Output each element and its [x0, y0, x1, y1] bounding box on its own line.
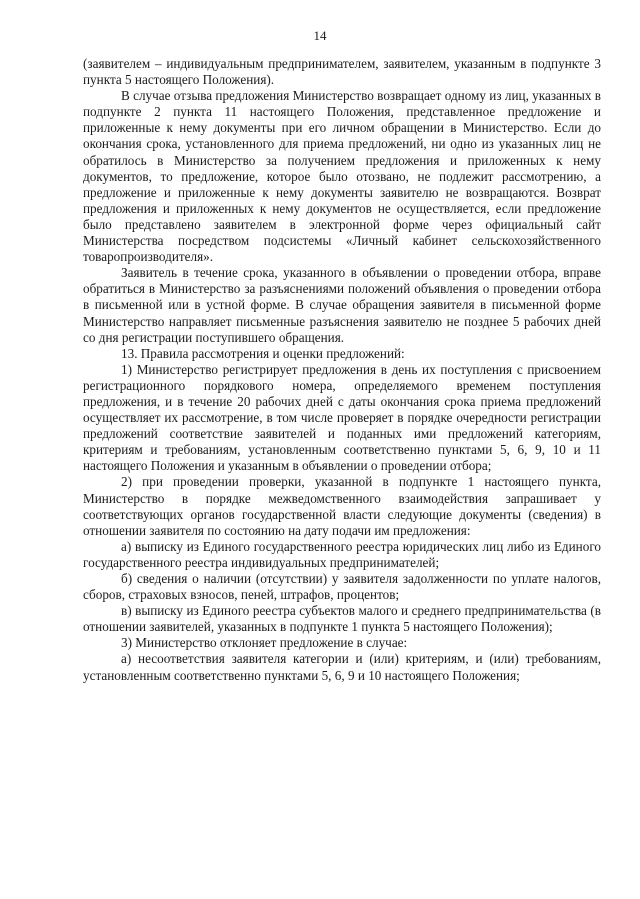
paragraph: а) несоответствия заявителя категории и (или) критериям, и (или) требованиям, установленным соответственно пунктами 5, 6, 9 и 10 настоящего Положения; [83, 651, 601, 683]
paragraph: в) выписку из Единого реестра субъектов малого и среднего предпринимательства (в отношении заявителей, указанных в подпункте 1 пункта 5 настоящего Положения); [83, 603, 601, 635]
paragraph: 1) Министерство регистрирует предложения в день их поступления с присвоением регистрационного порядкового номера, определяемого временем поступления предложения, и в течение 20 рабочих дней с даты окончания срока приема предложений осуществляет их рассмотрение, в том числе проверяет в порядке очередности регистрации предложений соответствие заявителей и поданных ими предложений категориям, критериям и требованиям, установленным соответственно пунктами 5, 6, 9, 10 и 11 настоящего Положения и указанным в объявлении о проведении отбора; [83, 361, 601, 474]
paragraph: б) сведения о наличии (отсутствии) у заявителя задолженности по уплате налогов, сборов, страховых взносов, пеней, штрафов, процентов; [83, 571, 601, 603]
paragraph: 13. Правила рассмотрения и оценки предложений: [121, 345, 405, 361]
page-number: 14 [313, 28, 327, 43]
paragraph: а) выписку из Единого государственного реестра юридических лиц либо из Единого государственного реестра индивидуальных предпринимателей; [83, 538, 601, 570]
paragraph: 2) при проведении проверки, указанной в подпункте 1 настоящего пункта, Министерство в порядке межведомственного взаимодействия запрашивает у соответствующих органов государственной власти следующие документы (сведения) в отношении заявителя по состоянию на дату подачи им предложения: [83, 474, 601, 538]
paragraph: В случае отзыва предложения Министерство возвращает одному из лиц, указанных в подпункте 2 пункта 11 настоящего Положения, представленное предложение и приложенные к нему документы при его личном обращении в Министерство. Если до окончания срока, установленного для приема предложений, ни одно из указанных лиц не обратилось в Министерство за получением предложения и приложенных к нему документов, то предложение, которое было отозвано, не подлежит рассмотрению, а предложение и приложенные к нему документы заявителю не возвращаются. Возврат предложения и приложенных к нему документов не осуществляется, если предложение было представлено заявителем в электронной форме через официальный сайт Министерства посредством подсистемы «Личный кабинет сельскохозяйственного товаропроизводителя». [83, 88, 601, 265]
paragraph: (заявителем – индивидуальным предпринимателем, заявителем, указанным в подпункте 3 пункта 5 настоящего Положения). [83, 56, 601, 88]
paragraph: Заявитель в течение срока, указанного в объявлении о проведении отбора, вправе обратиться в Министерство за разъяснениями положений объявления о проведении отбора в письменной или в устной форме. В случае обращения заявителя в письменной форме Министерство направляет письменные разъяснения заявителю не позднее 5 рабочих дней со дня регистрации поступившего обращения. [83, 265, 601, 345]
paragraph: 3) Министерство отклоняет предложение в случае: [121, 635, 408, 651]
document-body [83, 56, 601, 684]
